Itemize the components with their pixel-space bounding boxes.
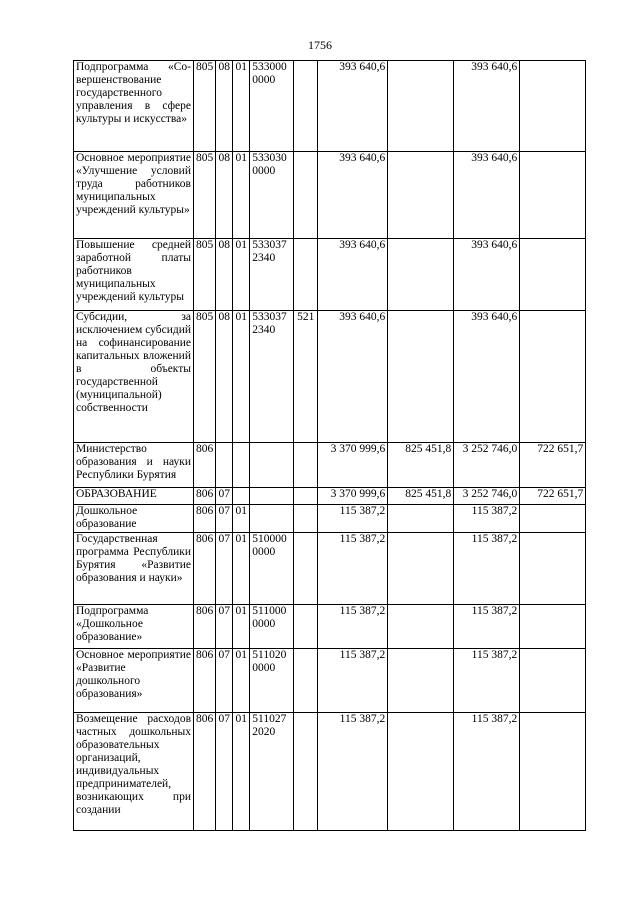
cell-ministry-code: 805 (194, 152, 216, 239)
cell-target-article: 533037 2340 (250, 311, 294, 443)
cell-name: ОБРАЗОВАНИЕ (74, 488, 194, 505)
cell-amount-3: 393 640,6 (454, 239, 520, 311)
cell-amount-1: 3 370 999,6 (318, 488, 388, 505)
cell-name: Повышение средней заработной платы работников муниципальных учреждений культуры (74, 239, 194, 311)
cell-amount-4 (520, 533, 586, 605)
cell-amount-1: 115 387,2 (318, 649, 388, 713)
cell-target-article: 533030 0000 (250, 152, 294, 239)
table-row (74, 649, 586, 713)
cell-amount-1: 393 640,6 (318, 311, 388, 443)
table-row (74, 152, 586, 239)
cell-section-code: 08 (216, 152, 233, 239)
cell-amount-4: 722 651,7 (520, 443, 586, 488)
cell-name: Подпрограмма «Совершенствование государственного управления в сфере культуры и искусства» (74, 61, 194, 152)
cell-amount-4 (520, 713, 586, 831)
cell-amount-3: 115 387,2 (454, 605, 520, 649)
cell-subsection-code: 01 (233, 239, 250, 311)
cell-subsection-code: 01 (233, 533, 250, 605)
cell-amount-2 (388, 713, 454, 831)
table-row (74, 505, 586, 533)
cell-section-code: 08 (216, 311, 233, 443)
cell-target-article: 510000 0000 (250, 533, 294, 605)
cell-amount-3: 3 252 746,0 (454, 443, 520, 488)
cell-section-code: 07 (216, 488, 233, 505)
cell-expense-type (294, 488, 318, 505)
cell-name: Подпрограмма «Дошкольное образование» (74, 605, 194, 649)
cell-amount-4: 722 651,7 (520, 488, 586, 505)
cell-amount-2: 825 451,8 (388, 443, 454, 488)
cell-target-article: 511020 0000 (250, 649, 294, 713)
cell-amount-3: 115 387,2 (454, 713, 520, 831)
cell-target-article: 533000 0000 (250, 61, 294, 152)
table-row (74, 311, 586, 443)
table-row (74, 443, 586, 488)
cell-amount-2 (388, 533, 454, 605)
cell-expense-type (294, 239, 318, 311)
cell-amount-1: 393 640,6 (318, 61, 388, 152)
cell-ministry-code: 806 (194, 649, 216, 713)
cell-section-code: 07 (216, 713, 233, 831)
cell-ministry-code: 805 (194, 311, 216, 443)
cell-amount-3: 3 252 746,0 (454, 488, 520, 505)
cell-subsection-code: 01 (233, 152, 250, 239)
cell-section-code: 07 (216, 505, 233, 533)
cell-name: Министерство образования и науки Республики Бурятия (74, 443, 194, 488)
cell-amount-3: 115 387,2 (454, 649, 520, 713)
cell-amount-2 (388, 239, 454, 311)
cell-amount-4 (520, 649, 586, 713)
cell-subsection-code: 01 (233, 311, 250, 443)
cell-section-code: 08 (216, 61, 233, 152)
cell-amount-2 (388, 152, 454, 239)
cell-ministry-code: 805 (194, 239, 216, 311)
cell-expense-type (294, 605, 318, 649)
cell-name: Основное мероприятие «Развитие дошкольного образования» (74, 649, 194, 713)
cell-amount-3: 393 640,6 (454, 311, 520, 443)
cell-amount-3: 115 387,2 (454, 533, 520, 605)
cell-name: Дошкольное образование (74, 505, 194, 533)
cell-amount-4 (520, 61, 586, 152)
cell-target-article: 533037 2340 (250, 239, 294, 311)
cell-ministry-code: 806 (194, 713, 216, 831)
cell-target-article: 511027 2020 (250, 713, 294, 831)
cell-amount-1: 393 640,6 (318, 239, 388, 311)
cell-expense-type (294, 533, 318, 605)
cell-subsection-code: 01 (233, 713, 250, 831)
cell-ministry-code: 806 (194, 533, 216, 605)
cell-amount-2: 825 451,8 (388, 488, 454, 505)
cell-subsection-code (233, 443, 250, 488)
cell-section-code: 07 (216, 649, 233, 713)
cell-section-code (216, 443, 233, 488)
cell-subsection-code: 01 (233, 605, 250, 649)
cell-expense-type: 521 (294, 311, 318, 443)
cell-ministry-code: 805 (194, 61, 216, 152)
table-row (74, 533, 586, 605)
budget-table (73, 60, 586, 831)
cell-name: Субсидии, за исключением субсидий на софинансирование капитальных вложений в объекты государственной (муниципальной) собственности (74, 311, 194, 443)
cell-amount-3: 393 640,6 (454, 152, 520, 239)
cell-amount-4 (520, 239, 586, 311)
table-row (74, 61, 586, 152)
cell-name: Государственная программа Республики Бурятия «Развитие образования и науки» (74, 533, 194, 605)
cell-amount-4 (520, 311, 586, 443)
cell-amount-1: 115 387,2 (318, 605, 388, 649)
cell-amount-2 (388, 311, 454, 443)
cell-name: Основное мероприятие «Улучшение условий труда работников муниципальных учреждений культуры» (74, 152, 194, 239)
cell-amount-4 (520, 152, 586, 239)
cell-name: Возмещение расходов частных дошкольных образовательных организаций, индивидуальных предпринимателей, возникающих при создании (74, 713, 194, 831)
cell-amount-2 (388, 605, 454, 649)
cell-section-code: 07 (216, 605, 233, 649)
cell-section-code: 08 (216, 239, 233, 311)
cell-amount-2 (388, 61, 454, 152)
cell-amount-4 (520, 605, 586, 649)
cell-ministry-code: 806 (194, 505, 216, 533)
cell-section-code: 07 (216, 533, 233, 605)
cell-expense-type (294, 443, 318, 488)
cell-subsection-code: 01 (233, 505, 250, 533)
cell-target-article (250, 505, 294, 533)
cell-amount-1: 393 640,6 (318, 152, 388, 239)
cell-amount-2 (388, 505, 454, 533)
cell-amount-3: 115 387,2 (454, 505, 520, 533)
cell-amount-1: 115 387,2 (318, 533, 388, 605)
cell-expense-type (294, 649, 318, 713)
table-row (74, 488, 586, 505)
cell-subsection-code: 01 (233, 649, 250, 713)
page-number: 1756 (308, 38, 332, 52)
cell-amount-4 (520, 505, 586, 533)
cell-target-article (250, 488, 294, 505)
table-row (74, 239, 586, 311)
cell-subsection-code (233, 488, 250, 505)
cell-amount-3: 393 640,6 (454, 61, 520, 152)
table-row (74, 605, 586, 649)
cell-target-article (250, 443, 294, 488)
cell-expense-type (294, 505, 318, 533)
cell-amount-1: 115 387,2 (318, 505, 388, 533)
cell-amount-1: 115 387,2 (318, 713, 388, 831)
cell-amount-2 (388, 649, 454, 713)
cell-ministry-code: 806 (194, 443, 216, 488)
cell-expense-type (294, 713, 318, 831)
cell-ministry-code: 806 (194, 605, 216, 649)
cell-subsection-code: 01 (233, 61, 250, 152)
cell-target-article: 511000 0000 (250, 605, 294, 649)
cell-amount-1: 3 370 999,6 (318, 443, 388, 488)
cell-ministry-code: 806 (194, 488, 216, 505)
cell-expense-type (294, 61, 318, 152)
cell-expense-type (294, 152, 318, 239)
table-body (74, 61, 586, 831)
table-row (74, 713, 586, 831)
